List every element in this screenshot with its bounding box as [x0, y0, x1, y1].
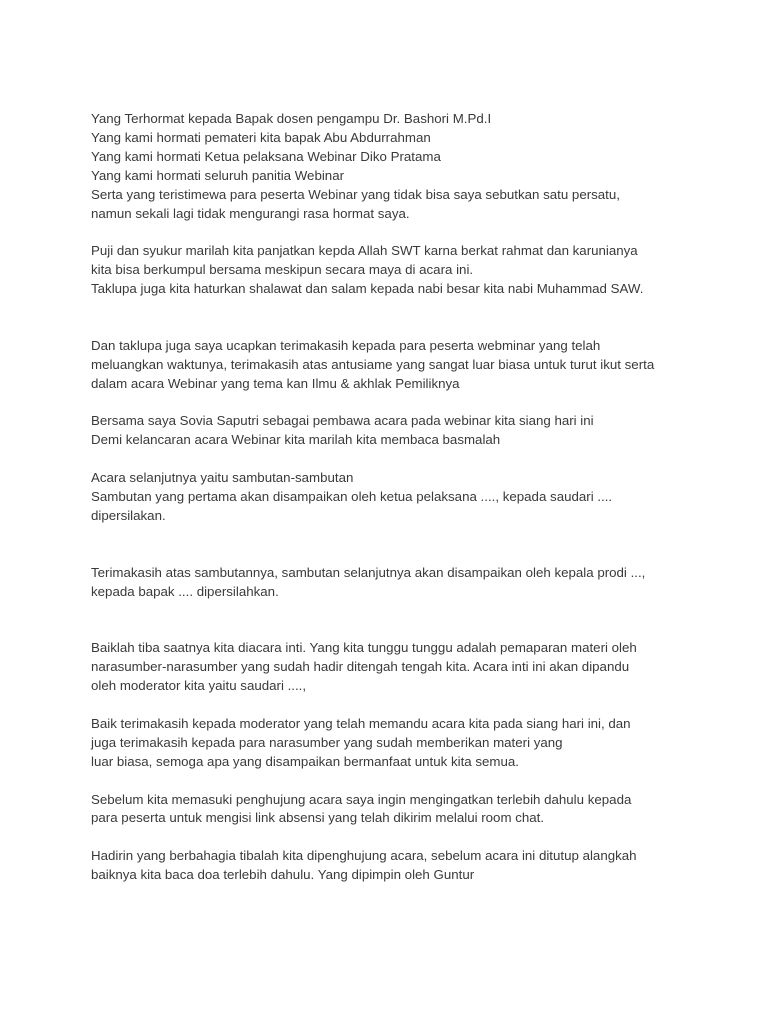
text-line: Acara selanjutnya yaitu sambutan-sambutan [91, 470, 354, 486]
text-line: Yang kami hormati seluruh panitia Webinar [91, 167, 345, 183]
text-line: kepada bapak .... dipersilahkan. [91, 583, 279, 599]
text-line: Hadirin yang berbahagia tibalah kita dipenghujung acara, sebelum acara ini ditutup alangkah [91, 848, 637, 864]
text-line: para peserta untuk mengisi link absensi yang telah dikirim melalui room chat. [91, 810, 545, 826]
text-line: oleh moderator kita yaitu saudari ...., [91, 678, 307, 694]
paragraph-moderator-thanks [91, 715, 691, 772]
document-page [91, 110, 691, 885]
text-line: Serta yang teristimewa para peserta Webinar yang tidak bisa saya sebutkan satu persatu, [91, 186, 620, 202]
text-line: juga terimakasih kepada para narasumber yang sudah memberikan materi yang [91, 734, 563, 750]
text-line: meluangkan waktunya, terimakasih atas antusiame yang sangat luar biasa untuk turut ikut serta [91, 356, 655, 372]
text-line: kita bisa berkumpul bersama meskipun secara maya di acara ini. [91, 262, 474, 278]
text-line: Terimakasih atas sambutannya, sambutan selanjutnya akan disampaikan oleh kepala prodi ..., [91, 564, 646, 580]
paragraph-closing [91, 847, 691, 885]
text-line: Yang Terhormat kepada Bapak dosen pengampu Dr. Bashori M.Pd.I [91, 111, 492, 126]
paragraph-speeches [91, 469, 691, 526]
text-line: narasumber-narasumber yang sudah hadir ditengah tengah kita. Acara inti ini akan dipandu [91, 659, 630, 675]
text-line: Puji dan syukur marilah kita panjatkan kepda Allah SWT karna berkat rahmat dan karunianya [91, 243, 638, 259]
paragraph-host-intro [91, 412, 691, 450]
paragraph-praise [91, 242, 691, 299]
paragraph-attendance [91, 791, 691, 829]
text-line: Bersama saya Sovia Saputri sebagai pembawa acara pada webinar kita siang hari ini [91, 413, 594, 429]
text-line: Demi kelancaran acara Webinar kita marilah kita membaca basmalah [91, 432, 501, 448]
text-line: Baiklah tiba saatnya kita diacara inti. Yang kita tunggu tunggu adalah pemaparan materi oleh [91, 640, 637, 656]
text-line: Taklupa juga kita haturkan shalawat dan salam kepada nabi besar kita nabi Muhammad SAW. [91, 281, 644, 297]
text-line: Dan taklupa juga saya ucapkan terimakasih kepada para peserta webminar yang telah [91, 337, 601, 353]
paragraph-thanks [91, 337, 691, 394]
paragraph-greetings [91, 110, 691, 223]
text-line: Sebelum kita memasuki penghujung acara saya ingin mengingatkan terlebih dahulu kepada [91, 791, 632, 807]
text-line: Baik terimakasih kepada moderator yang telah memandu acara kita pada siang hari ini, dan [91, 715, 631, 731]
text-line: Sambutan yang pertama akan disampaikan oleh ketua pelaksana ...., kepada saudari .... [91, 489, 613, 505]
paragraph-next-speech [91, 564, 691, 602]
text-line: Yang kami hormati Ketua pelaksana Webinar Diko Pratama [91, 148, 441, 164]
text-line: namun sekali lagi tidak mengurangi rasa hormat saya. [91, 205, 410, 221]
text-line: dipersilakan. [91, 507, 166, 523]
text-line: luar biasa, semoga apa yang disampaikan bermanfaat untuk kita semua. [91, 753, 519, 769]
text-line: dalam acara Webinar yang tema kan Ilmu & akhlak Pemiliknya [91, 375, 460, 391]
text-line: baiknya kita baca doa terlebih dahulu. Yang dipimpin oleh Guntur [91, 867, 475, 883]
paragraph-main-event [91, 639, 691, 696]
text-line: Yang kami hormati pemateri kita bapak Abu Abdurrahman [91, 129, 431, 145]
